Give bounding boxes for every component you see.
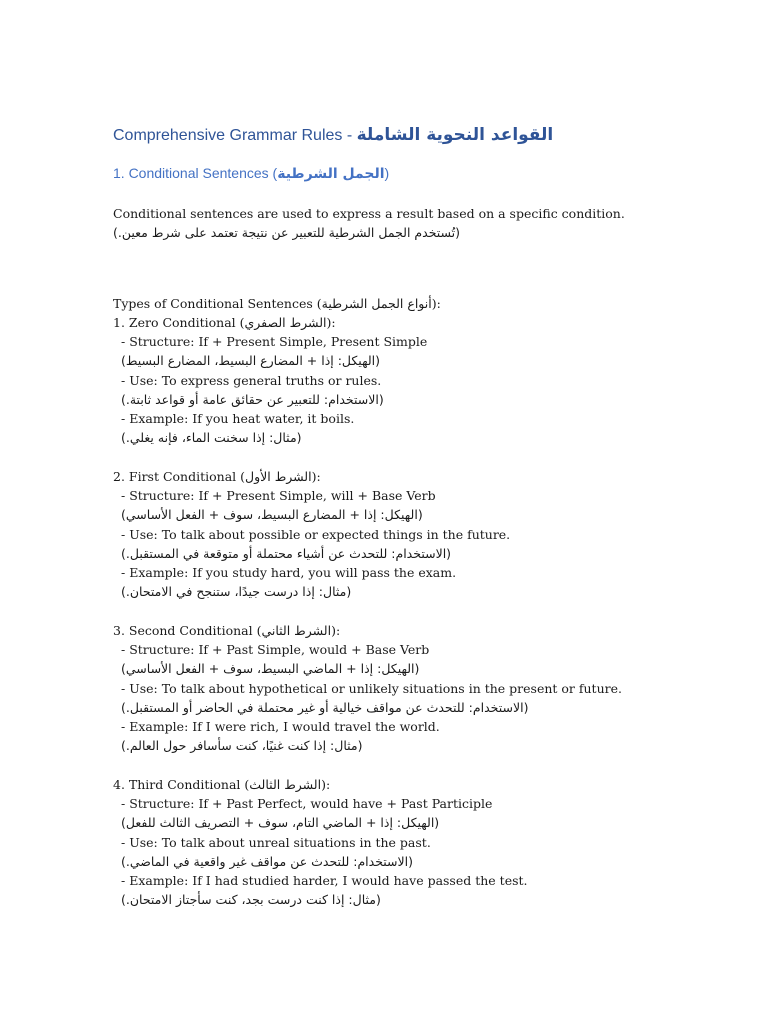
section-heading-close: ) <box>384 165 390 181</box>
type-example-ar: (مثال: إذا كنت درست بجد، كنت سأجتاز الامتحان.) <box>121 892 381 907</box>
type-structure-ar: (الهيكل: إذا + المضارع البسيط، المضارع البسيط) <box>121 353 380 368</box>
intro-en: Conditional sentences are used to express a result based on a specific condition. <box>113 206 625 221</box>
type-use-ar: (الاستخدام: للتحدث عن مواقف غير واقعية في الماضي.) <box>121 854 414 869</box>
type-example-en: - Example: If you heat water, it boils. <box>121 411 355 426</box>
type-structure-ar: (الهيكل: إذا + الماضي التام، سوف + التصريف الثالث للفعل) <box>121 815 440 830</box>
type-use-en: - Use: To express general truths or rules. <box>121 373 382 388</box>
type-structure-en: - Structure: If + Present Simple, will + Base Verb <box>121 488 436 503</box>
type-example-ar: (مثال: إذا سخنت الماء، فإنه يغلي.) <box>121 430 302 445</box>
document-title-en: Comprehensive Grammar Rules - <box>113 127 357 144</box>
type-use-en: - Use: To talk about hypothetical or unlikely situations in the present or future. <box>121 681 622 696</box>
type-structure-en: - Structure: If + Present Simple, Present Simple <box>121 334 428 349</box>
type-name: 2. First Conditional (الشرط الأول): <box>113 469 321 484</box>
type-name: 3. Second Conditional (الشرط الثاني): <box>113 623 341 638</box>
type-example-ar: (مثال: إذا كنت غنيًا، كنت سأسافر حول العالم.) <box>121 738 363 753</box>
type-example-en: - Example: If I had studied harder, I would have passed the test. <box>121 873 528 888</box>
type-use-en: - Use: To talk about possible or expected things in the future. <box>121 527 511 542</box>
type-use-ar: (الاستخدام: للتحدث عن مواقف خيالية أو غير محتملة في الحاضر أو المستقبل.) <box>121 700 529 715</box>
type-use-ar: (الاستخدام: للتحدث عن أشياء محتملة أو متوقعة في المستقبل.) <box>121 546 452 561</box>
section-heading-conditional <box>113 162 389 185</box>
document-title-ar: القواعد النحوية الشاملة <box>356 125 554 145</box>
section-heading-en: 1. Conditional Sentences ( <box>113 165 278 181</box>
type-structure-en: - Structure: If + Past Perfect, would have + Past Participle <box>121 796 493 811</box>
intro-ar: (تُستخدم الجمل الشرطية للتعبير عن نتيجة تعتمد على شرط معين.) <box>113 225 461 240</box>
type-structure-ar: (الهيكل: إذا + المضارع البسيط، سوف + الفعل الأساسي) <box>121 507 423 522</box>
type-use-ar: (الاستخدام: للتعبير عن حقائق عامة أو قواعد ثابتة.) <box>121 392 384 407</box>
type-example-ar: (مثال: إذا درست جيدًا، ستنجح في الامتحان.) <box>121 584 352 599</box>
type-use-en: - Use: To talk about unreal situations in the past. <box>121 835 431 850</box>
type-structure-ar: (الهيكل: إذا + الماضي البسيط، سوف + الفعل الأساسي) <box>121 661 420 676</box>
document-title <box>113 124 553 147</box>
type-name: 4. Third Conditional (الشرط الثالث): <box>113 777 331 792</box>
section-heading-ar: الجمل الشرطية <box>277 166 385 182</box>
type-structure-en: - Structure: If + Past Simple, would + Base Verb <box>121 642 430 657</box>
type-example-en: - Example: If I were rich, I would travel the world. <box>121 719 440 734</box>
type-name: 1. Zero Conditional (الشرط الصفري): <box>113 315 336 330</box>
types-heading: Types of Conditional Sentences (أنواع الجمل الشرطية): <box>113 296 441 311</box>
type-example-en: - Example: If you study hard, you will pass the exam. <box>121 565 457 580</box>
